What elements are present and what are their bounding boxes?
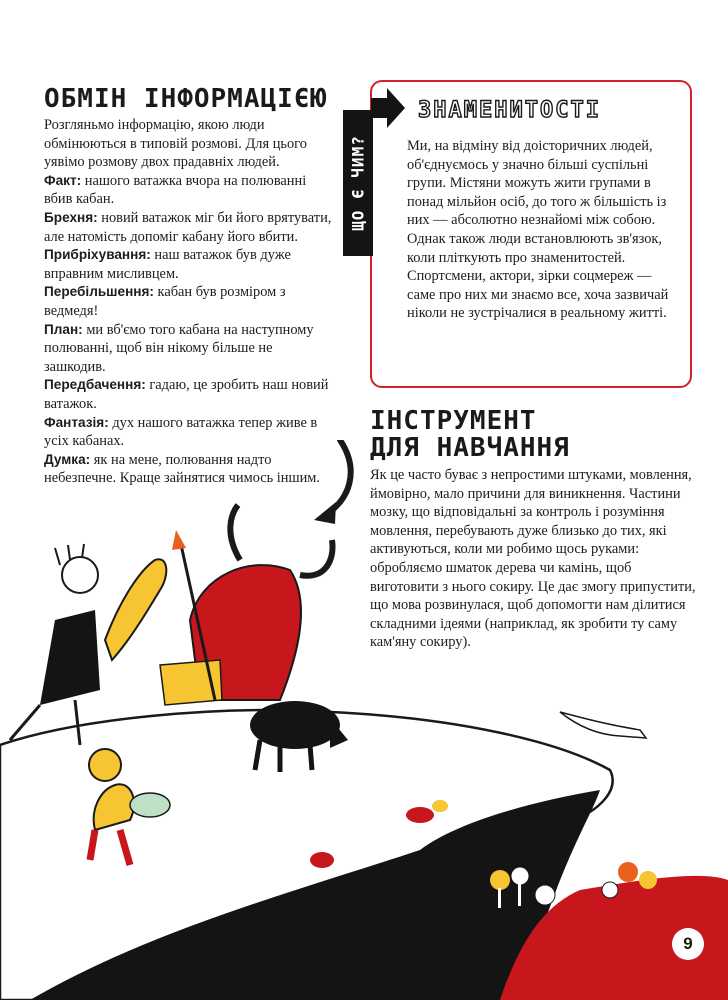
- tree-icon: [602, 882, 618, 898]
- term-text: дух нашого ватажка тепер живе в усіх кабанах.: [44, 414, 318, 450]
- fact-box-title: ЗНАМЕНИТОСТІ: [418, 98, 601, 123]
- page-number: 9: [672, 928, 704, 960]
- rock-icon: [310, 852, 334, 868]
- tree-icon: [618, 862, 638, 882]
- term-text: гадаю, це зробить наш новий ватажок.: [44, 377, 329, 412]
- term-label: Брехня:: [44, 209, 98, 225]
- list-item: [44, 283, 334, 320]
- term-text: як на мене, полювання надто небезпечне. Краще зайнятися чимось іншим.: [44, 451, 320, 487]
- arrow-head-icon: [314, 502, 336, 524]
- learning-tool-text: Як це часто буває з непростими штуками, мовлення, ймовірно, мало причини для виникнення. Частини мозку, що відповідальні за контроль і розуміння мовлення, перебувають дуже близько до тих, які активуються, коли ми робимо щось руками: обробляємо шматок дерева чи камінь, щоб виготовити з нього сокиру. Це дає змогу припустити, що мова розвинулася, щоб допомогти нам ділитися складними ідеями (наприклад, як зробити ту саму кам'яну сокиру).: [370, 467, 696, 651]
- intro-paragraph: Розгляньмо інформацію, якою люди обмінюються в типовій розмові. Для цього уявімо розмову двох прадавніх людей.: [44, 117, 307, 171]
- list-item: [44, 172, 334, 209]
- term-text: новий ватажок міг би його врятувати, але натомість допоміг кабану його вбити.: [44, 209, 332, 245]
- list-item: [44, 321, 334, 377]
- title-line-2: ДЛЯ НАВЧАННЯ: [370, 433, 570, 463]
- bird-icon: [560, 712, 646, 738]
- rock-icon: [432, 800, 448, 812]
- tree-icon: [639, 871, 657, 889]
- term-label: Фантазія:: [44, 414, 109, 430]
- horned-warrior-icon: [160, 505, 333, 705]
- term-label: Перебільшення:: [44, 284, 154, 300]
- term-text: ми вб'ємо того кабана на наступному полюванні, щоб він нікому більше не зашкодив.: [44, 321, 314, 375]
- fact-box-text: Ми, на відміну від доісторичних людей, об'єднуємось у значно більші суспільні групи. Містяни можуть жити групами в понад мільйон осіб, до того ж більшість із них — абсолютно незнайомі між собою. Однак також люди встановлюють зв'язок, коли пліткують про знаменитостей. Спортсмени, актори, зірки соцмереж — саме про них ми знаємо все, хоча зазвичай ніколи не зустрічалися в реальному житті.: [407, 138, 669, 322]
- term-text: кабан був розміром з ведмедя!: [44, 284, 286, 319]
- term-label: Прибріхування:: [44, 247, 151, 263]
- term-label: Думка:: [44, 451, 91, 467]
- term-label: Передбачення:: [44, 377, 146, 393]
- term-text: нашого ватажка вчора на полюванні вбив кабан.: [44, 172, 307, 208]
- caveman-with-club-icon: [10, 544, 166, 745]
- list-item: [44, 376, 334, 413]
- term-label: Факт:: [44, 172, 82, 188]
- what-is-what-label: ЩО Є ЧИМ?: [348, 135, 368, 231]
- rock-icon: [406, 807, 434, 823]
- list-item: [44, 246, 334, 283]
- arrow-right-icon: [371, 88, 407, 128]
- term-text: наш ватажок був дуже вправним мисливцем.: [44, 247, 291, 282]
- term-label: План:: [44, 321, 83, 337]
- section-title-info-exchange: ОБМІН ІНФОРМАЦІЄЮ: [44, 84, 328, 114]
- what-is-what-tab: [343, 110, 373, 256]
- cavemen-illustration: [0, 440, 728, 1000]
- curved-arrow-icon: [325, 440, 351, 515]
- title-line-1: ІНСТРУМЕНТ: [370, 406, 537, 436]
- info-exchange-text: [44, 116, 334, 488]
- tree-icon: [535, 885, 555, 905]
- list-item: [44, 209, 334, 246]
